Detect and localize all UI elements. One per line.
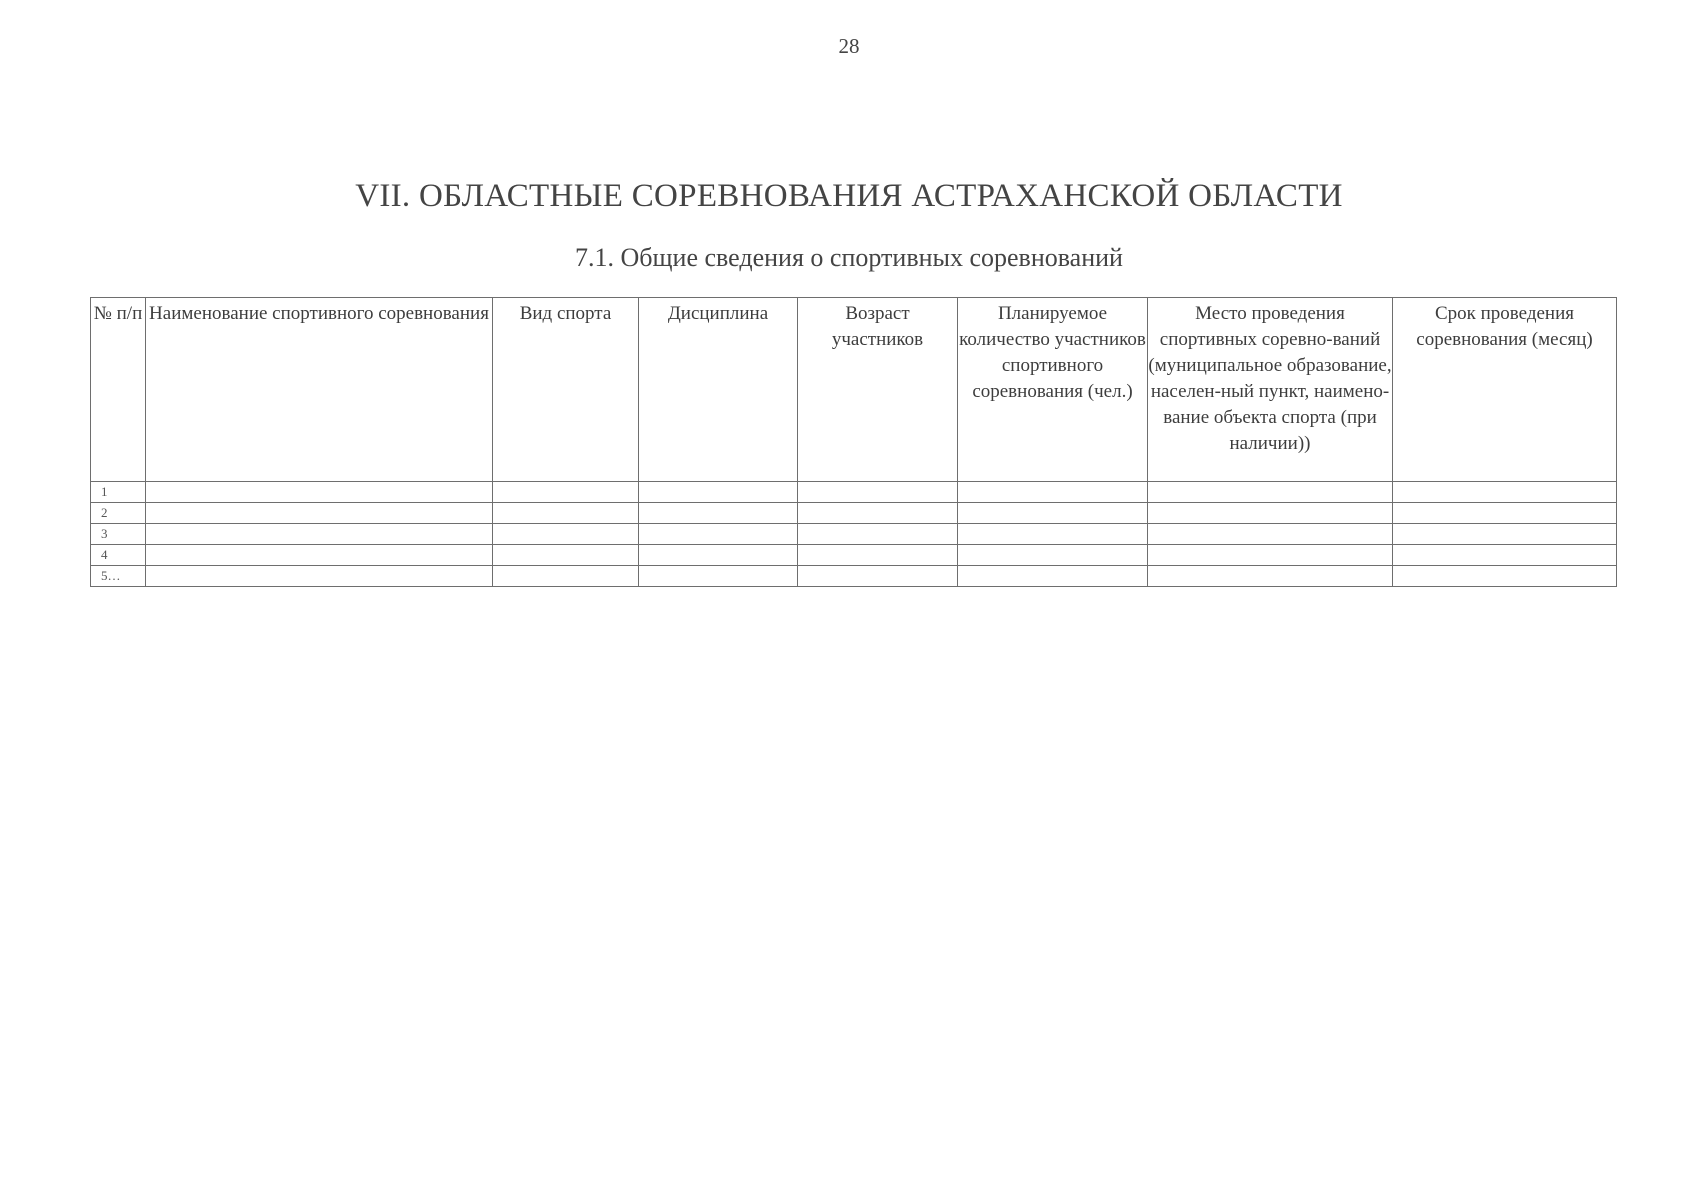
- table-cell: [1393, 524, 1617, 545]
- table-cell: [493, 503, 639, 524]
- table-cell: [958, 524, 1148, 545]
- table-cell: [1393, 503, 1617, 524]
- subsection-title: 7.1. Общие сведения о спортивных соревнований: [575, 243, 1123, 272]
- row-number: 1: [91, 482, 146, 503]
- row-number: 3: [91, 524, 146, 545]
- table-cell: [1393, 482, 1617, 503]
- header-period: Срок проведения соревнования (месяц): [1393, 298, 1617, 482]
- table-cell: [146, 566, 493, 587]
- table-cell: [1148, 566, 1393, 587]
- table-cell: [1148, 524, 1393, 545]
- section-title: VII. ОБЛАСТНЫЕ СОРЕВНОВАНИЯ АСТРАХАНСКОЙ ОБЛАСТИ: [355, 178, 1343, 214]
- table-cell: [639, 545, 798, 566]
- table-cell: [1148, 545, 1393, 566]
- table-cell: [958, 503, 1148, 524]
- table-cell: [493, 482, 639, 503]
- header-venue: Место проведения спортивных соревно-ваний (муниципальное образование, населен-ный пункт, наимено-вание объекта спорта (при наличии)): [1148, 298, 1393, 482]
- table-cell: [958, 482, 1148, 503]
- table-cell: [146, 482, 493, 503]
- table-cell: [146, 524, 493, 545]
- header-planned-participants: Планируемое количество участников спортивного соревнования (чел.): [958, 298, 1148, 482]
- table-cell: [493, 566, 639, 587]
- row-number: 4: [91, 545, 146, 566]
- table-cell: [639, 503, 798, 524]
- row-number: 2: [91, 503, 146, 524]
- table-cell: [1148, 482, 1393, 503]
- table-cell: [798, 545, 958, 566]
- row-number: 5…: [91, 566, 146, 587]
- table-cell: [146, 503, 493, 524]
- table-cell: [1148, 503, 1393, 524]
- table-cell: [798, 524, 958, 545]
- table-row: [91, 566, 1617, 587]
- table-cell: [639, 566, 798, 587]
- table-cell: [639, 524, 798, 545]
- table-cell: [146, 545, 493, 566]
- competitions-table: [90, 297, 1617, 587]
- table-cell: [493, 545, 639, 566]
- table-cell: [1393, 545, 1617, 566]
- table-cell: [798, 482, 958, 503]
- table-cell: [958, 566, 1148, 587]
- header-participant-age: Возраст участников: [798, 298, 958, 482]
- table-cell: [1393, 566, 1617, 587]
- table-header-row: [91, 298, 1617, 482]
- table-row: [91, 482, 1617, 503]
- table-cell: [639, 482, 798, 503]
- table-cell: [798, 566, 958, 587]
- table-row: [91, 503, 1617, 524]
- page-number: 28: [838, 34, 860, 58]
- header-discipline: Дисциплина: [639, 298, 798, 482]
- header-competition-name: Наименование спортивного соревнования: [146, 298, 493, 482]
- header-sport: Вид спорта: [493, 298, 639, 482]
- header-number: № п/п: [91, 298, 146, 482]
- table-cell: [958, 545, 1148, 566]
- table-row: [91, 524, 1617, 545]
- table-cell: [798, 503, 958, 524]
- table-cell: [493, 524, 639, 545]
- table-row: [91, 545, 1617, 566]
